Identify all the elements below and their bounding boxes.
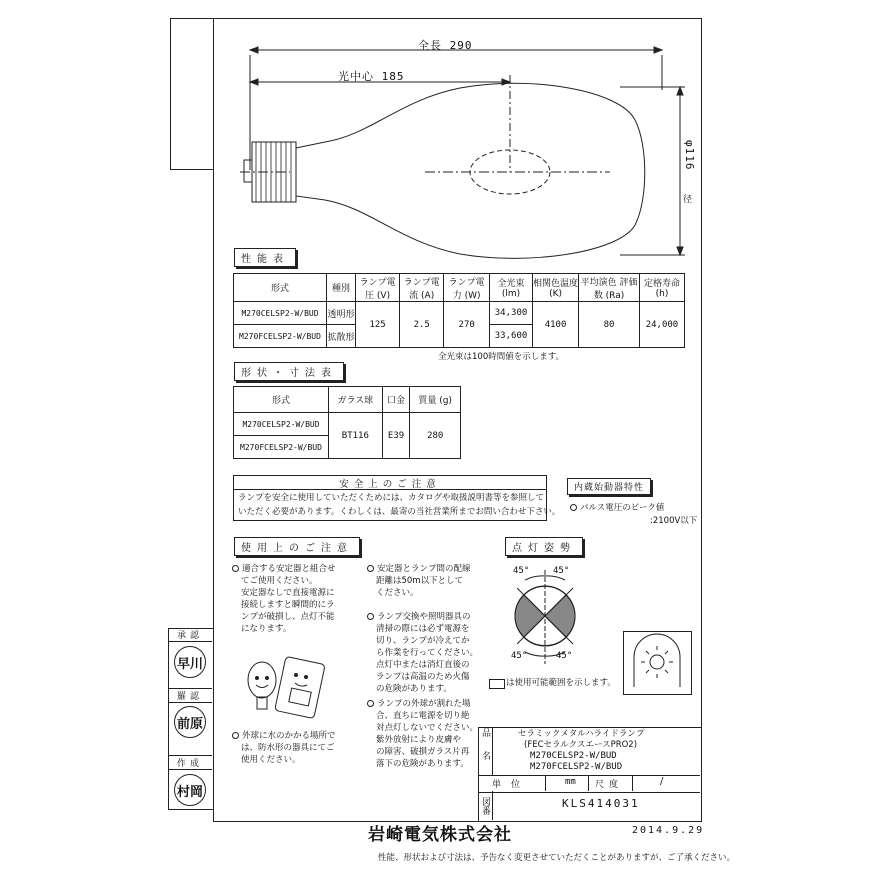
product-name-2: (FECセラルクスエースPRO2) (524, 740, 638, 750)
angle-label-tl: 45° (513, 566, 530, 576)
burning-title: 点灯姿勢 (505, 537, 583, 556)
burning-legend: は使用可能範囲を示します。 (506, 678, 616, 688)
company-name: 岩崎電気株式会社 (368, 825, 512, 845)
usage-note-3: 安定器とランプ間の配線 距離は50m以下として ください。 (367, 563, 497, 599)
header-cri: 平均演色 評価数 (Ra) (579, 274, 640, 302)
angle-label-bl: 45° (511, 651, 528, 661)
shape-header-base: 口金 (382, 387, 410, 413)
igniter-line2: :2100V以下 (650, 516, 698, 526)
scale-label: 尺度 (595, 780, 624, 790)
base-value: E39 (382, 413, 410, 459)
angle-label-br: 45° (556, 651, 573, 661)
diameter: φ116 (683, 140, 696, 171)
header-flux: 全光束 (lm) (490, 274, 533, 302)
usage-note-1: 適合する安定器と組合せ てご使用ください。 安定器なしで直接電源に 接続しますと瞬間的にラ ンプが破損し、点灯不能 になります。 (232, 563, 357, 635)
sheet-tab (170, 18, 214, 170)
legend-swatch (489, 679, 505, 689)
performance-table (233, 273, 685, 348)
usage-note-5: ランプの外球が割れた場 合、直ちに電源を切り絶 対点灯しないでください。 紫外放射により皮膚や の障害、破損ガラス片再 落下の危険があります。 (367, 698, 497, 770)
life-value: 24,000 (639, 302, 684, 348)
make-seal: 村岡 (174, 774, 206, 806)
check-label: 羅認 (168, 688, 212, 703)
disclaimer: 性能、形状および寸法は、予告なく変更させていただくことがありますが、ご了承ください。 (378, 853, 736, 863)
shape-header-mass: 質量 (g) (410, 387, 461, 413)
lamp-symbol-box (623, 631, 692, 695)
issue-date: 2014.9.29 (632, 825, 705, 836)
approve-seal: 早川 (174, 646, 206, 678)
safety-box (233, 475, 561, 521)
header-power: ランプ電力 (W) (444, 274, 490, 302)
scale-value: / (660, 776, 664, 787)
bullet-icon (232, 732, 239, 739)
shape-title: 形状・寸法表 (234, 362, 344, 381)
glass-value: BT116 (329, 413, 383, 459)
igniter-title: 内蔵始動器特性 (567, 478, 651, 495)
unit-value: mm (565, 777, 576, 787)
check-seal: 前原 (174, 706, 206, 738)
usage-note-4: ランプ交換や照明器具の 清掃の際には必ず電源を 切り、ランプが冷えてか ら作業を行ってください。 点灯中または消灯直後の ランプは高温のため火傷 の危険があります。 (367, 611, 497, 695)
drawing-label: 図番 (478, 791, 493, 820)
safety-line1: ランプを安全に使用していただくためには、カタログや取扱説明書等を参照して (238, 493, 545, 503)
header-model: 形式 (234, 274, 327, 302)
power-value: 270 (444, 302, 490, 348)
diameter-label: 径 (683, 195, 694, 205)
current-value: 2.5 (400, 302, 444, 348)
safety-line2: いただく必要があります。くわしくは、最寄の当社営業所までお問い合わせ下さい。 (238, 507, 561, 517)
title-model-2: M270FCELSP2-W/BUD (530, 762, 623, 772)
bullet-icon (570, 504, 577, 511)
divider (588, 775, 589, 791)
usage-note-2: 外球に水のかかる場所で は、防水形の器具にてご 使用ください。 (232, 730, 357, 766)
lamp-drawing (230, 30, 700, 270)
usage-title: 使用上のご注意 (234, 537, 360, 556)
shape-row1-model: M270CELSP2-W/BUD (234, 413, 329, 436)
angle-label-tr: 45° (553, 566, 570, 576)
make-label: 作成 (168, 755, 212, 770)
drawing-number: KLS414031 (562, 797, 640, 810)
header-current: ランプ電流 (A) (400, 274, 444, 302)
shape-header-model: 形式 (234, 387, 329, 413)
header-color-temp: 相関色温度 (K) (532, 274, 578, 302)
illustration-icon (240, 645, 330, 720)
bullet-icon (367, 613, 374, 620)
burning-position-diagram (495, 560, 595, 675)
row1-type: 透明形 (327, 302, 356, 325)
divider (545, 775, 546, 791)
header-kind: 種別 (327, 274, 356, 302)
bullet-icon (367, 565, 374, 572)
light-bulb-icon (624, 632, 691, 694)
product-name-1: セラミックメタルハライドランプ (518, 729, 645, 739)
header-life: 定格寿命 (h) (639, 274, 684, 302)
overall-length: 全長 290 (418, 39, 473, 52)
performance-footnote: 全光束は100時間値を示します。 (438, 352, 565, 362)
safety-title: 安全上のご注意 (234, 476, 546, 490)
divider (632, 775, 633, 791)
shape-table (233, 386, 461, 459)
name-label: 品名 (478, 727, 493, 775)
bullet-icon (367, 700, 374, 707)
performance-title: 性能表 (234, 248, 296, 267)
approve-label: 承認 (168, 628, 212, 642)
row2-type: 拡散形 (327, 325, 356, 348)
row1-flux: 34,300 (490, 302, 533, 325)
unit-label: 単位 (492, 780, 531, 790)
color-temp-value: 4100 (532, 302, 578, 348)
voltage-value: 125 (356, 302, 400, 348)
mass-value: 280 (410, 413, 461, 459)
row2-model: M270FCELSP2-W/BUD (234, 325, 327, 348)
cri-value: 80 (579, 302, 640, 348)
light-center: 光中心 185 (338, 70, 405, 83)
row2-flux: 33,600 (490, 325, 533, 348)
igniter-line1: パルス電圧のピーク値 (570, 502, 664, 514)
bullet-icon (232, 565, 239, 572)
shape-header-glass: ガラス球 (329, 387, 383, 413)
title-model-1: M270CELSP2-W/BUD (530, 751, 617, 761)
row1-model: M270CELSP2-W/BUD (234, 302, 327, 325)
header-voltage: ランプ電圧 (V) (356, 274, 400, 302)
shape-row2-model: M270FCELSP2-W/BUD (234, 436, 329, 459)
